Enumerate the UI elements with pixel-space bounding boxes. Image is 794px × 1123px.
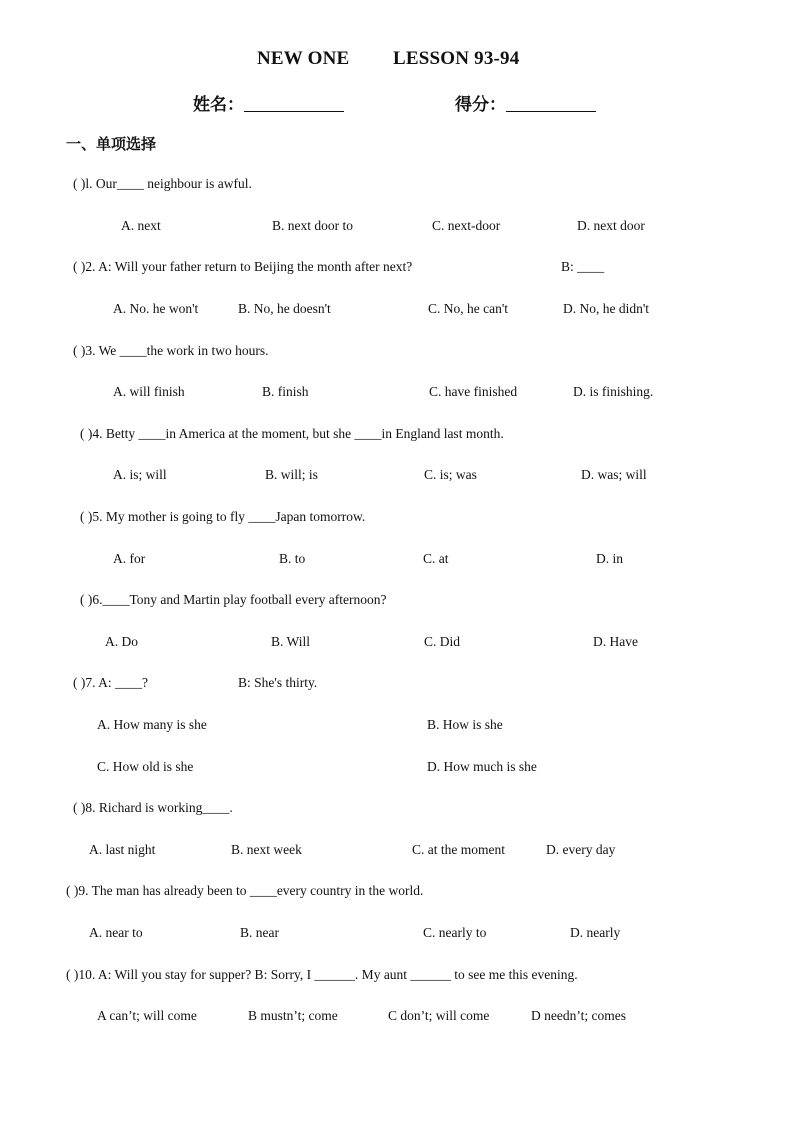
question-text: l. Our____ neighbour is awful. <box>85 176 252 191</box>
question-text: 5. My mother is going to fly ____Japan tomorrow. <box>92 509 366 524</box>
q5-option-d: D. in <box>596 551 623 566</box>
question-text: 8. Richard is working____. <box>85 800 233 815</box>
question-3 <box>73 343 269 359</box>
q9-option-b: B. near <box>240 925 279 940</box>
q4-option-b: B. will; is <box>265 467 318 482</box>
question-text: 7. A: ____? <box>85 675 148 690</box>
q5-option-a: A. for <box>113 551 146 566</box>
question-2 <box>73 259 412 275</box>
answer-paren: ( ) <box>73 675 86 690</box>
question-6 <box>80 592 386 608</box>
name-blank <box>244 95 344 112</box>
q2-option-d: D. No, he didn't <box>563 301 650 316</box>
question-4 <box>80 426 504 442</box>
question-text: 3. We ____the work in two hours. <box>85 343 269 358</box>
q7-option-b: B. How is she <box>427 717 503 732</box>
question-9 <box>66 883 423 899</box>
q3-option-a: A. will finish <box>113 384 185 399</box>
question-10 <box>66 967 578 983</box>
question-5 <box>80 509 365 525</box>
name-field <box>193 90 344 115</box>
answer-paren: ( ) <box>73 259 86 274</box>
question-8 <box>73 800 233 816</box>
q6-option-a: A. Do <box>105 634 138 649</box>
answer-paren: ( ) <box>80 426 93 441</box>
question-text: 9. The man has already been to ____every country in the world. <box>78 883 424 898</box>
q9-option-c: C. nearly to <box>423 925 487 940</box>
q8-option-b: B. next week <box>231 842 302 857</box>
q5-option-b: B. to <box>279 551 306 566</box>
q2-option-a: A. No. he won't <box>113 301 199 316</box>
q10-option-c: C don’t; will come <box>388 1008 490 1023</box>
q3-option-d: D. is finishing. <box>573 384 654 399</box>
score-blank <box>506 95 596 112</box>
q7-extra: B: She's thirty. <box>238 675 318 690</box>
q10-option-a: A can’t; will come <box>97 1008 197 1023</box>
q2-option-c: C. No, he can't <box>428 301 509 316</box>
q7-option-c: C. How old is she <box>97 759 194 774</box>
q3-option-b: B. finish <box>262 384 309 399</box>
question-text: 2. A: Will your father return to Beijing the month after next? <box>85 259 413 274</box>
q5-option-c: C. at <box>423 551 449 566</box>
question-text: 6.____Tony and Martin play football every afternoon? <box>92 592 387 607</box>
answer-paren: ( ) <box>80 509 93 524</box>
question-1 <box>73 176 252 192</box>
q4-option-d: D. was; will <box>581 467 647 482</box>
q1-option-b: B. next door to <box>272 218 353 233</box>
q7-option-d: D. How much is she <box>427 759 537 774</box>
score-label: 得分： <box>455 95 506 114</box>
q8-option-a: A. last night <box>89 842 156 857</box>
q6-option-d: D. Have <box>593 634 638 649</box>
q10-option-b: B mustn’t; come <box>248 1008 338 1023</box>
title-right: LESSON 93-94 <box>393 48 520 69</box>
score-field <box>455 90 596 115</box>
q1-option-a: A. next <box>121 218 161 233</box>
answer-paren: ( ) <box>73 343 86 358</box>
answer-paren: ( ) <box>73 176 86 191</box>
q3-option-c: C. have finished <box>429 384 518 399</box>
q4-option-a: A. is; will <box>113 467 167 482</box>
q8-option-d: D. every day <box>546 842 616 857</box>
q1-option-c: C. next-door <box>432 218 501 233</box>
name-label: 姓名： <box>193 95 244 114</box>
q9-option-a: A. near to <box>89 925 143 940</box>
q4-option-c: C. is; was <box>424 467 477 482</box>
q6-option-b: B. Will <box>271 634 310 649</box>
q7-option-a: A. How many is she <box>97 717 207 732</box>
answer-paren: ( ) <box>80 592 93 607</box>
section-title: 一、单项选择 <box>66 135 157 153</box>
answer-paren: ( ) <box>66 967 79 982</box>
title-left: NEW ONE <box>257 48 350 69</box>
q1-option-d: D. next door <box>577 218 645 233</box>
question-7 <box>73 675 148 691</box>
question-text: 10. A: Will you stay for supper? B: Sorry, I ______. My aunt ______ to see me this evening. <box>78 967 578 982</box>
q6-option-c: C. Did <box>424 634 461 649</box>
q10-option-d: D needn’t; comes <box>531 1008 626 1023</box>
question-text: 4. Betty ____in America at the moment, but she ____in England last month. <box>92 426 504 441</box>
q8-option-c: C. at the moment <box>412 842 505 857</box>
q2-extra: B: ____ <box>561 259 605 274</box>
q2-option-b: B. No, he doesn't <box>238 301 331 316</box>
answer-paren: ( ) <box>66 883 79 898</box>
q9-option-d: D. nearly <box>570 925 621 940</box>
answer-paren: ( ) <box>73 800 86 815</box>
